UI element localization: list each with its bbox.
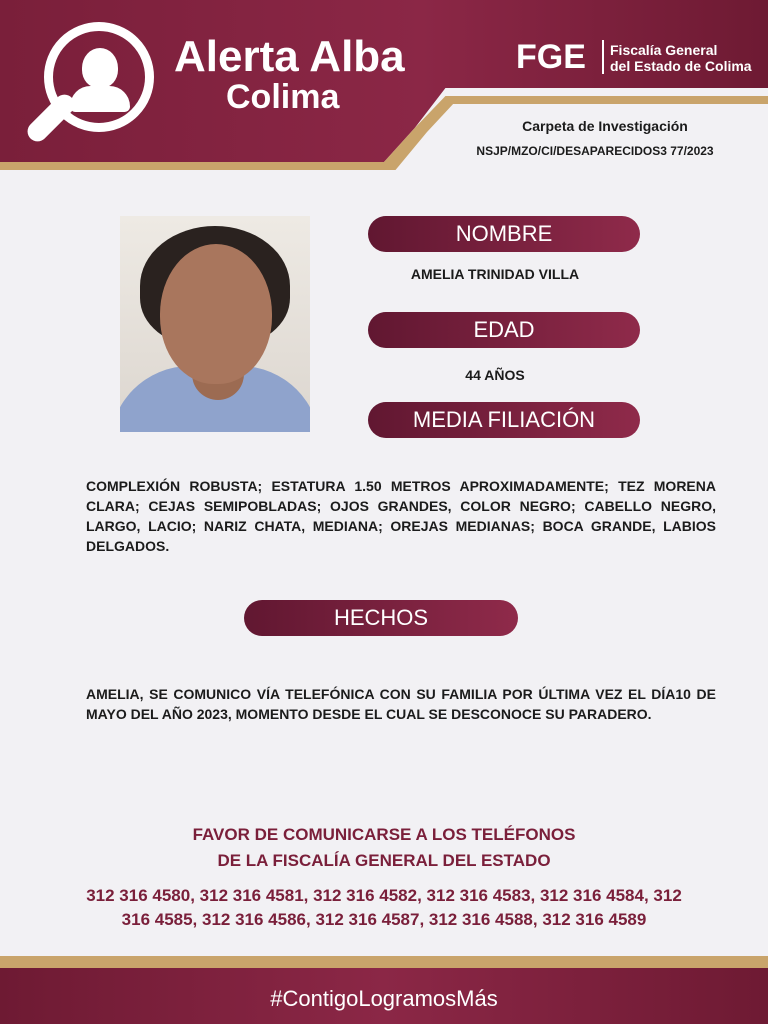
filiacion-heading: MEDIA FILIACIÓN — [368, 402, 640, 438]
carpeta-number: NSJP/MZO/CI/DESAPARECIDOS3 77/2023 — [476, 144, 714, 158]
fge-org-name — [610, 42, 752, 74]
edad-value: 44 AÑOS — [465, 367, 525, 383]
fge-org-line2: del Estado de Colima — [610, 58, 752, 74]
logo-head-shape — [82, 48, 118, 88]
nombre-heading: NOMBRE — [368, 216, 640, 252]
edad-heading: EDAD — [368, 312, 640, 348]
filiacion-text: COMPLEXIÓN ROBUSTA; ESTATURA 1.50 METROS APROXIMADAMENTE; TEZ MORENA CLARA; CEJAS SEMIPOBLADAS; OJOS GRANDES, COLOR NEGRO; CABELLO NEGRO, LARGO, LACIO; NARIZ CHATA, MEDIANA; OREJAS MEDIANAS; BOCA GRANDE, LABIOS DELGADOS. — [86, 478, 716, 554]
fge-org-line1: Fiscalía General — [610, 42, 718, 58]
carpeta-label: Carpeta de Investigación — [522, 118, 688, 134]
alert-subtitle: Colima — [226, 78, 340, 116]
nombre-value: AMELIA TRINIDAD VILLA — [410, 266, 580, 282]
missing-person-photo — [120, 216, 310, 432]
photo-face-shape — [160, 244, 272, 384]
footer-hashtag: #ContigoLogramosMás — [0, 968, 768, 1024]
logo-shoulder-shape — [70, 86, 130, 112]
hechos-heading: HECHOS — [244, 600, 518, 636]
contact-line1: FAVOR DE COMUNICARSE A LOS TELÉFONOS — [192, 825, 576, 844]
contact-line2: DE LA FISCALÍA GENERAL DEL ESTADO — [217, 851, 551, 870]
contact-heading — [84, 822, 684, 874]
fge-divider — [602, 40, 604, 74]
fge-logo-text: FGE — [516, 38, 586, 76]
hechos-text: AMELIA, SE COMUNICO VÍA TELEFÓNICA CON SU FAMILIA POR ÚLTIMA VEZ EL DÍA10 DE MAYO DEL AÑO 2023, MOMENTO DESDE EL CUAL SE DESCONOCE SU PARADERO. — [86, 686, 716, 722]
footer-gold-stripe — [0, 956, 768, 968]
alert-title: Alerta Alba — [174, 32, 405, 81]
phone-numbers: 312 316 4580, 312 316 4581, 312 316 4582, 312 316 4583, 312 316 4584, 312 316 4585, 312 316 4586, 312 316 4587, 312 316 4588, 312 316 4589 — [86, 886, 682, 929]
